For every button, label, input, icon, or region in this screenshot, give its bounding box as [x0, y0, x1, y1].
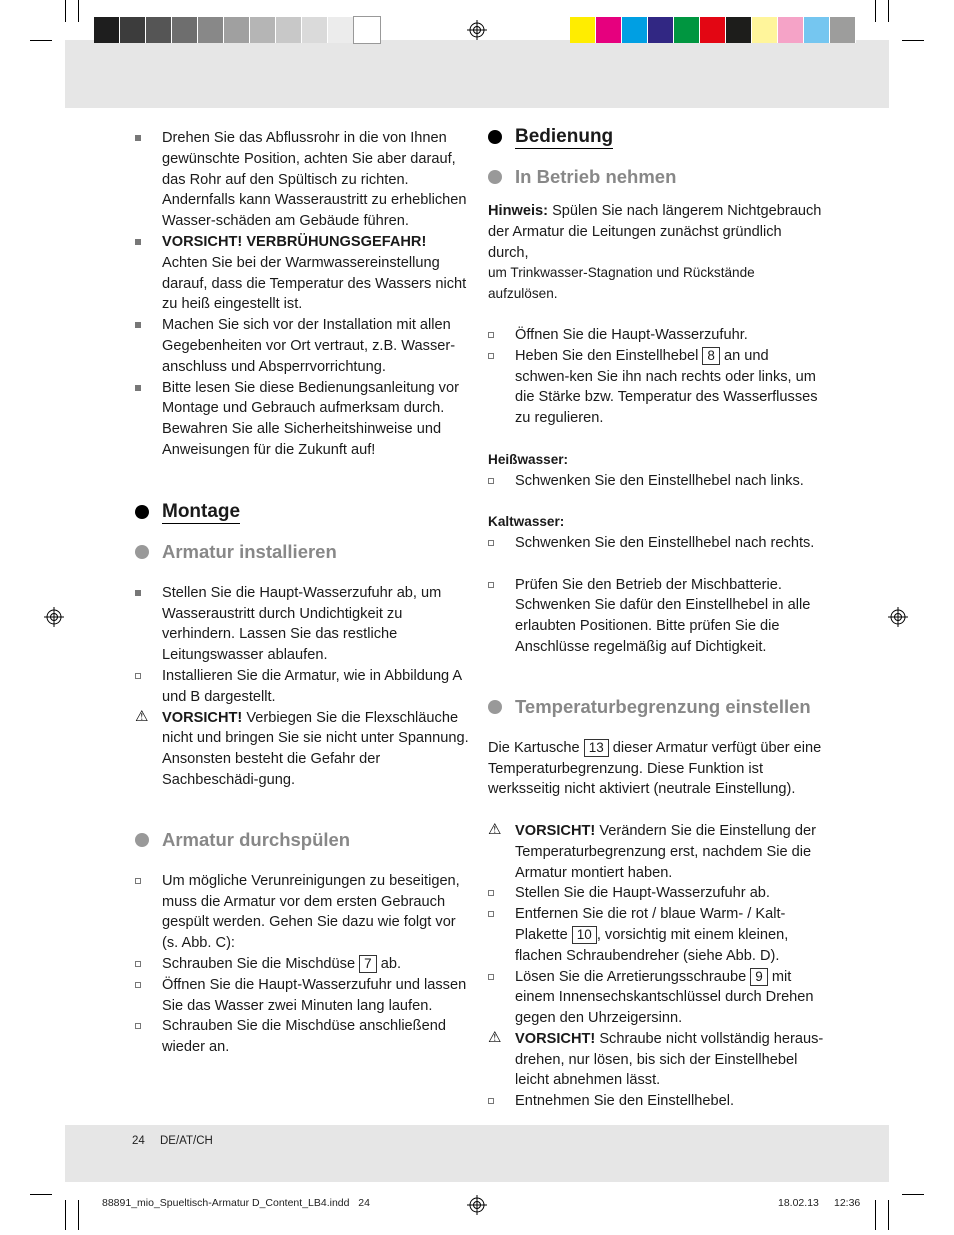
print-date: 18.02.13: [778, 1197, 819, 1209]
warning-triangle-icon: ⚠: [488, 1028, 502, 1046]
crop-mark: [875, 1200, 876, 1230]
crop-mark: [875, 0, 876, 22]
warning-item: ⚠ VORSICHT! Verändern Sie die Einstellung der Temperaturbegrenzung erst, nachdem Sie die Armatur montiert haben.: [488, 820, 816, 881]
color-swatch: [354, 17, 380, 43]
warning-item: ⚠ VORSICHT! Schraube nicht vollständig heraus-drehen, nur lösen, bis sich der Einstellhebel leicht abnehmen lässt.: [488, 1028, 824, 1089]
subsection-heading: Armatur durchspülen: [135, 829, 471, 850]
part-reference: 10: [572, 926, 597, 944]
cold-water-label: Kaltwasser:: [488, 514, 565, 530]
list-item: Schrauben Sie die Mischdüse anschließend wieder an.: [135, 1016, 471, 1058]
color-swatch: [328, 17, 354, 43]
list-item: Schwenken Sie den Einstellhebel nach links.: [488, 471, 824, 492]
list-item: Schrauben Sie die Mischdüse 7 ab.: [135, 954, 471, 975]
part-reference: 7: [359, 955, 377, 973]
crop-mark: [888, 1200, 889, 1230]
crop-mark: [78, 0, 79, 22]
header-band: [65, 40, 889, 108]
registration-mark-icon: [467, 1195, 487, 1215]
list-item: Installieren Sie die Armatur, wie in Abbildung A und B dargestellt.: [135, 666, 471, 708]
list-item: Schwenken Sie den Einstellhebel nach rechts.: [488, 533, 824, 554]
footer-band: [65, 1125, 889, 1182]
crop-mark: [902, 1194, 924, 1195]
print-time: 12:36: [834, 1197, 861, 1209]
warning-item: ⚠ VORSICHT! Verbiegen Sie die Flexschläuche nicht und bringen Sie sie nicht unter Spannung. Ansonsten besteht die Gefahr der Sachbeschädi-gung.: [135, 707, 469, 788]
file-name: 88891_mio_Spueltisch-Armatur D_Content_LB4.indd 24: [102, 1197, 370, 1209]
crop-mark: [65, 1200, 66, 1230]
color-swatch: [146, 17, 172, 43]
crop-mark: [78, 1200, 79, 1230]
registration-mark-icon: [44, 607, 64, 627]
warning-triangle-icon: ⚠: [488, 820, 502, 838]
cmyk-color-bar: [570, 17, 856, 43]
color-swatch: [700, 17, 726, 43]
list-item: Öffnen Sie die Haupt-Wasserzufuhr.: [488, 325, 824, 346]
list-item: Heben Sie den Einstellhebel 8 an und schwen-ken Sie ihn nach rechts oder links, um die Stärke bzw. Temperatur des Wasserflusses zu regulieren.: [488, 346, 824, 429]
color-swatch: [250, 17, 276, 43]
subsection-heading: Temperaturbegrenzung einstellen: [488, 696, 824, 717]
list-item: Prüfen Sie den Betrieb der Mischbatterie. Schwenken Sie dafür den Einstellhebel in alle erlaubten Positionen. Bitte prüfen Sie die Anschlüsse regelmäßig auf Dichtigkeit.: [488, 575, 824, 658]
list-item: Lösen Sie die Arretierungsschraube 9 mit einem Innensechskantschlüssel durch Drehen gegen den Uhrzeigersinn.: [488, 967, 824, 1029]
hot-water-label: Heißwasser:: [488, 451, 569, 467]
color-swatch: [804, 17, 830, 43]
locale-label: DE/AT/CH: [160, 1135, 213, 1147]
color-swatch: [172, 17, 198, 43]
color-swatch: [778, 17, 804, 43]
color-swatch: [596, 17, 622, 43]
left-column: [135, 128, 471, 1058]
crop-mark: [30, 1194, 52, 1195]
list-item: Stellen Sie die Haupt-Wasserzufuhr ab.: [488, 883, 824, 904]
list-item: Bitte lesen Sie diese Bedienungsanleitung vor Montage und Gebrauch aufmerksam durch. Bewahren Sie alle Sicherheitshinweise und Anweisungen für die Zukunft auf!: [135, 378, 471, 461]
list-item: Öffnen Sie die Haupt-Wasserzufuhr und lassen Sie das Wasser zwei Minuten lang laufen.: [135, 975, 471, 1017]
list-item: Um mögliche Verunreinigungen zu beseitigen, muss die Armatur vor dem ersten Gebrauch gespült werden. Gehen Sie dazu wie folgt vor (s. Abb. C):: [135, 871, 471, 954]
part-reference: 9: [750, 968, 768, 986]
warning-triangle-icon: ⚠: [135, 707, 149, 725]
color-swatch: [224, 17, 250, 43]
list-item: Drehen Sie das Abflussrohr in die von Ihnen gewünschte Position, achten Sie aber darauf, das Rohr auf den Spültisch zu richten. Andernfalls kann Wasseraustritt zu erheblichen Wasser-schäden am Gebäude führen.: [135, 128, 471, 232]
temperature-paragraph: Die Kartusche 13 dieser Armatur verfügt über eine Temperaturbegrenzung. Diese Funktion ist werksseitig nicht aktiviert (neutrale Einstellung).: [488, 739, 822, 798]
subsection-heading: In Betrieb nehmen: [488, 166, 824, 187]
registration-mark-icon: [888, 607, 908, 627]
crop-mark: [30, 40, 52, 41]
note-paragraph: Hinweis: Spülen Sie nach längerem Nichtgebrauch der Armatur die Leitungen zunächst gründlich durch, um Trinkwasser-Stagnation und Rückstände aufzulösen.: [488, 203, 822, 302]
list-item: Entfernen Sie die rot / blaue Warm- / Kalt-Plakette 10 , vorsichtig mit einem kleinen, flachen Schraubendreher (siehe Abb. D).: [488, 904, 824, 966]
registration-mark-icon: [467, 20, 487, 40]
color-swatch: [302, 17, 328, 43]
list-item: Entnehmen Sie den Einstellhebel.: [488, 1091, 824, 1112]
list-item: Stellen Sie die Haupt-Wasserzufuhr ab, um Wasseraustritt durch Undichtigkeit zu verhindern. Lassen Sie das restliche Leitungswasser ablaufen.: [135, 583, 471, 666]
color-swatch: [726, 17, 752, 43]
color-swatch: [622, 17, 648, 43]
color-swatch: [198, 17, 224, 43]
crop-mark: [65, 0, 66, 22]
color-swatch: [570, 17, 596, 43]
color-swatch: [648, 17, 674, 43]
color-swatch: [120, 17, 146, 43]
part-reference: 8: [702, 347, 720, 365]
gray-color-bar: [94, 17, 380, 43]
page-number: 24: [132, 1135, 145, 1147]
list-item: VORSICHT! VERBRÜHUNGSGEFAHR! Achten Sie bei der Warmwassereinstellung darauf, dass die Temperatur des Wassers nicht zu heiß eingestellt ist.: [135, 232, 471, 315]
color-swatch: [94, 17, 120, 43]
color-swatch: [752, 17, 778, 43]
list-item: Machen Sie sich vor der Installation mit allen Gegebenheiten vor Ort vertraut, z.B. Wasser-anschluss und Absperrvorrichtung.: [135, 315, 471, 377]
color-swatch: [674, 17, 700, 43]
color-swatch: [830, 17, 856, 43]
part-reference: 13: [584, 739, 609, 757]
section-heading: Bedienung: [488, 124, 824, 150]
right-column: [488, 124, 824, 1112]
crop-mark: [888, 0, 889, 22]
crop-mark: [902, 40, 924, 41]
subsection-heading: Armatur installieren: [135, 541, 471, 562]
section-heading: Montage: [135, 499, 471, 525]
color-swatch: [276, 17, 302, 43]
